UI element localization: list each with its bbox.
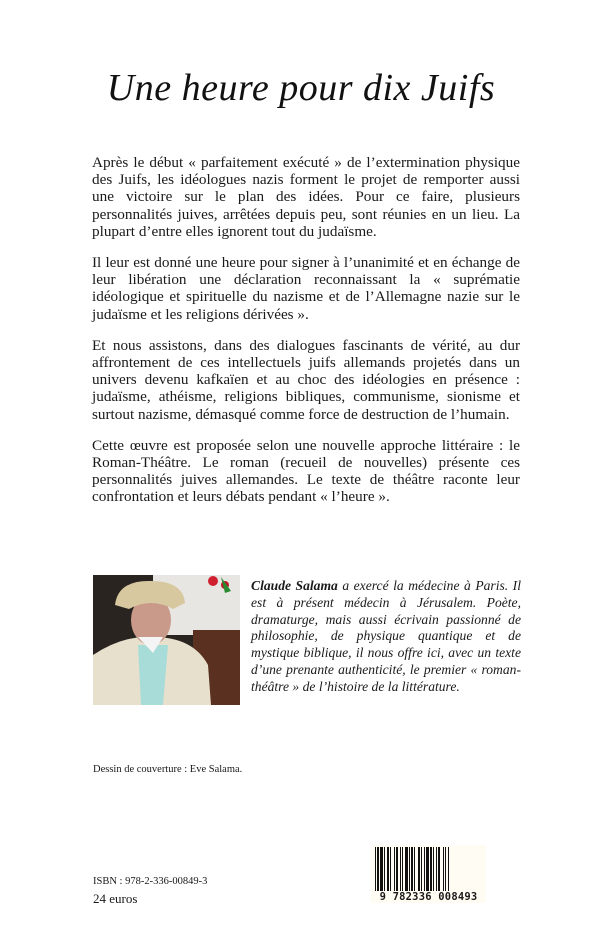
author-bio-text: a exercé la médecine à Paris. Il est à présent médecin à Jérusalem. Poète, dramaturge, mais aussi écrivain passionné de philosophie, de physique quantique et de mystique biblique, il nous offre ici, avec un texte d’une prenante authenticité, le premier « roman-théâtre » de l’histoire de la littérature. bbox=[251, 578, 521, 694]
blurb bbox=[92, 154, 520, 520]
barcode bbox=[371, 845, 486, 903]
price: 24 euros bbox=[93, 891, 138, 906]
isbn: ISBN : 978-2-336-00849-3 bbox=[93, 876, 208, 887]
barcode-bars bbox=[375, 847, 482, 893]
cover-credit: Dessin de couverture : Eve Salama. bbox=[93, 764, 243, 775]
author-name: Claude Salama bbox=[251, 578, 338, 593]
blurb-paragraph: Après le début « parfaitement exécuté » de l’extermination physique des Juifs, les idéologues nazis forment le projet de remporter aussi une victoire sur le plan des idées. Pour ce faire, plusieurs personnalités juives, arrêtées depuis peu, sont réunies en un lieu. La plupart d’entre elles ignorent tout du judaïsme. bbox=[92, 154, 520, 240]
blurb-paragraph: Et nous assistons, dans des dialogues fascinants de vérité, au dur affrontement de ces intellectuels juifs allemands projetés dans un univers devenu kafkaïen et au choc des idéologies en présence : judaïsme, athéisme, religions bibliques, communisme, sionisme et surtout nazisme, démasqué comme force de destruction de l’humain. bbox=[92, 336, 520, 423]
author-bio bbox=[251, 578, 521, 696]
blurb-paragraph: Cette œuvre est proposée selon une nouvelle approche littéraire : le Roman-Théâtre. Le roman (recueil de nouvelles) présente ces personnalités juives allemandes. Le texte de théâtre raconte leur confrontation et leurs débats pendant « l’heure ». bbox=[92, 436, 520, 506]
barcode-number: 9 782336 008493 bbox=[373, 891, 484, 903]
blurb-paragraph: Il leur est donné une heure pour signer à l’unanimité et en échange de leur libération une déclaration reconnaissant la « suprématie idéologique et spirituelle du nazisme et de l’Allemagne nazie sur le judaïsme et les religions dérivées ». bbox=[92, 254, 520, 323]
book-title: Une heure pour dix Juifs bbox=[106, 67, 496, 109]
author-photo bbox=[93, 575, 240, 705]
